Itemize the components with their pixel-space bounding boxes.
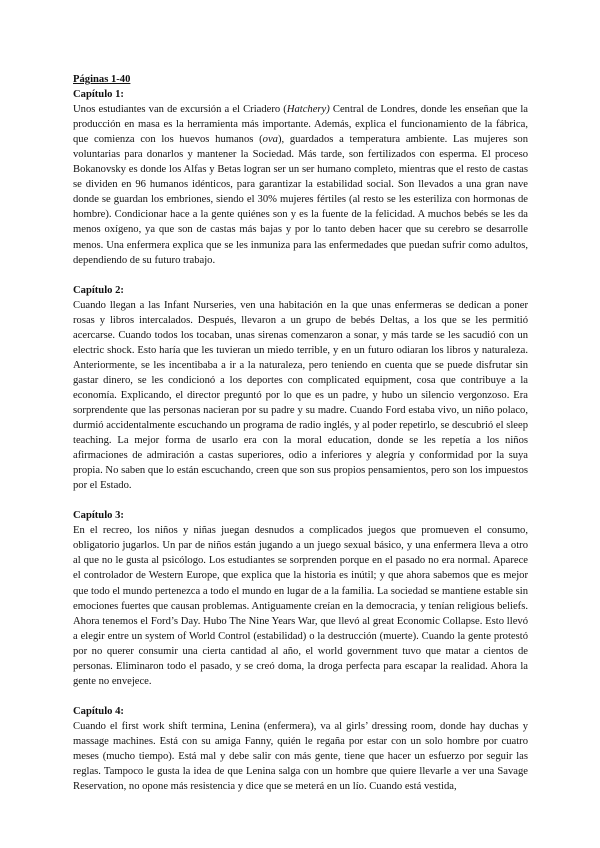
chapter-paragraph: [73, 523, 528, 689]
chapter-section: [73, 508, 528, 689]
text-run: Unos estudiantes van de excursión a el Criadero (: [73, 104, 287, 116]
text-run: Cuando llegan a las Infant Nurseries, ven una habitación en la que unas enfermeras se dedican a poner rosas y libros intercalados. Después, llevaron a un grupo de bebés Deltas, a los que se les permitió acercarse. Cuando todos los tocaban, unas sirenas comenzaron a sonar, y más tarde se les sacudió con un electric shock. Esto haría que les tuvieran un miedo terrible, y en un futuro odiaran los libros y naturaleza. Anteriormente, se les incentibaba a ir a la naturaleza, pero teniendo en cuenta que se puede disfrutar sin gastar dinero, se les condicionó a los deportes con complicated equipment, cosa que contribuye a la economía. Explicando, el director preguntó por lo que es un padre, y hubo un silencio vergonzoso. Era sorprendente que las personas nacieran por su padre y su madre. Cuando Ford estaba vivo, un niño polaco, durmió accidentalmente escuchando un programa de radio inglés, y al poder repetirlo, se descubrió el sleep teaching. La mejor forma de usarlo era con la moral education, donde se les repetía a los niños afirmaciones de admiración a castas superiores, odio a inferiores y alegría y conformidad por la suya propia. No saben que lo están escuchando, creen que son sus propios pensamientos, pero son los impuestos por el Estado.: [73, 299, 528, 492]
chapter-title: Capítulo 1:: [73, 89, 124, 101]
chapter-paragraph: [73, 298, 528, 494]
chapter-section: [73, 283, 528, 494]
text-run: En el recreo, los niños y niñas juegan desnudos a complicados juegos que promueven el consumo, obligatorio jugarlos. Un par de niños están jugando a un juego sexual básico, y una enfermera lleva a otro al que no le gusta al psicólogo. Los estudiantes se sorprenden porque en el pasado no era normal. Aparece el controlador de Western Europe, que explica que la historia es inútil; y que ahora sabemos que es mejor que todo el mundo pertenezca a todo el mundo en lugar de a la familia. La sociedad se mantiene estable sin emociones fuertes que causan problemas. Antiguamente creían en la democracia, y tenían religious beliefs. Ahora tenemos el Ford’s Day. Hubo The Nine Years War, que llevó al great Economic Collapse. Esto llevó a elegir entre un system of World Control (estabilidad) o la destrucción (muerte). Cuando la gente protestó por no querer consumir una cierta cantidad al año, el world government tuvo que matar a cientos de personas. Eliminaron todo el pasado, y se creó doma, la droga perfecta para escapar la realidad. Ahora la gente no envejece.: [73, 525, 528, 687]
italic-term: Hatchery): [286, 104, 330, 116]
text-run: ), guardados a temperatura ambiente. Las mujeres son voluntarias para donarlos y mantener la Sociedad. Más tarde, son fertilizados con esperma. El proceso Bokanovsky es donde los Alfas y Betas logran ser un ser humano completo, mientras que el resto de castas se dividen en 96 humanos idénticos, para garantizar la estabilidad social. Son llevados a una gran nave donde se guardan los embriones, siendo el 30% mujeres fértiles (al resto se les esteriliza con hormonas de hombre). Condicionar hace a la gente quiénes son y es la fuente de la felicidad. A muchos bebés se les da menos oxígeno, ya que son de castas más bajas y por lo tanto deben hacer que su cerebro se desarrolle menos. Una enfermera explica que se les inmuniza para las enfermedades que puedan sufrir como adultos, dependiendo de su futuro trabajo.: [73, 134, 529, 266]
document-page: [73, 72, 528, 809]
chapter-title: Capítulo 4:: [73, 705, 124, 717]
text-run: Central de Londres, donde les enseñan que la producción en masa es la herramienta más importante. Además, explica el funcionamiento de la fábrica, que comienza con los huevos humanos (: [73, 104, 529, 146]
italic-term: ova: [262, 134, 278, 146]
chapter-section: [73, 87, 528, 268]
chapter-paragraph: [73, 102, 528, 268]
chapters-container: [73, 87, 528, 794]
pages-range-heading: Páginas 1-40: [73, 74, 131, 85]
text-run: Cuando el first work shift termina, Lenina (enfermera), va al girls’ dressing room, donde hay duchas y massage machines. Está con su amiga Fanny, quién le regaña por estar con un solo hombre por cuatro meses (mucho tiempo). Está mal y debe salir con más gente, tiene que hacer un esfuerzo por seguir las reglas. Tampoco le gusta la idea de que Lenina salga con un hombre que quiere llevarle a ver una Savage Reservation, no opone más resistencia y dice que se meterá en un lío. Cuando está vestida,: [73, 720, 528, 793]
chapter-title: Capítulo 3:: [73, 510, 124, 522]
chapter-section: [73, 704, 528, 794]
chapter-paragraph: [73, 719, 528, 794]
chapter-title: Capítulo 2:: [73, 284, 124, 296]
